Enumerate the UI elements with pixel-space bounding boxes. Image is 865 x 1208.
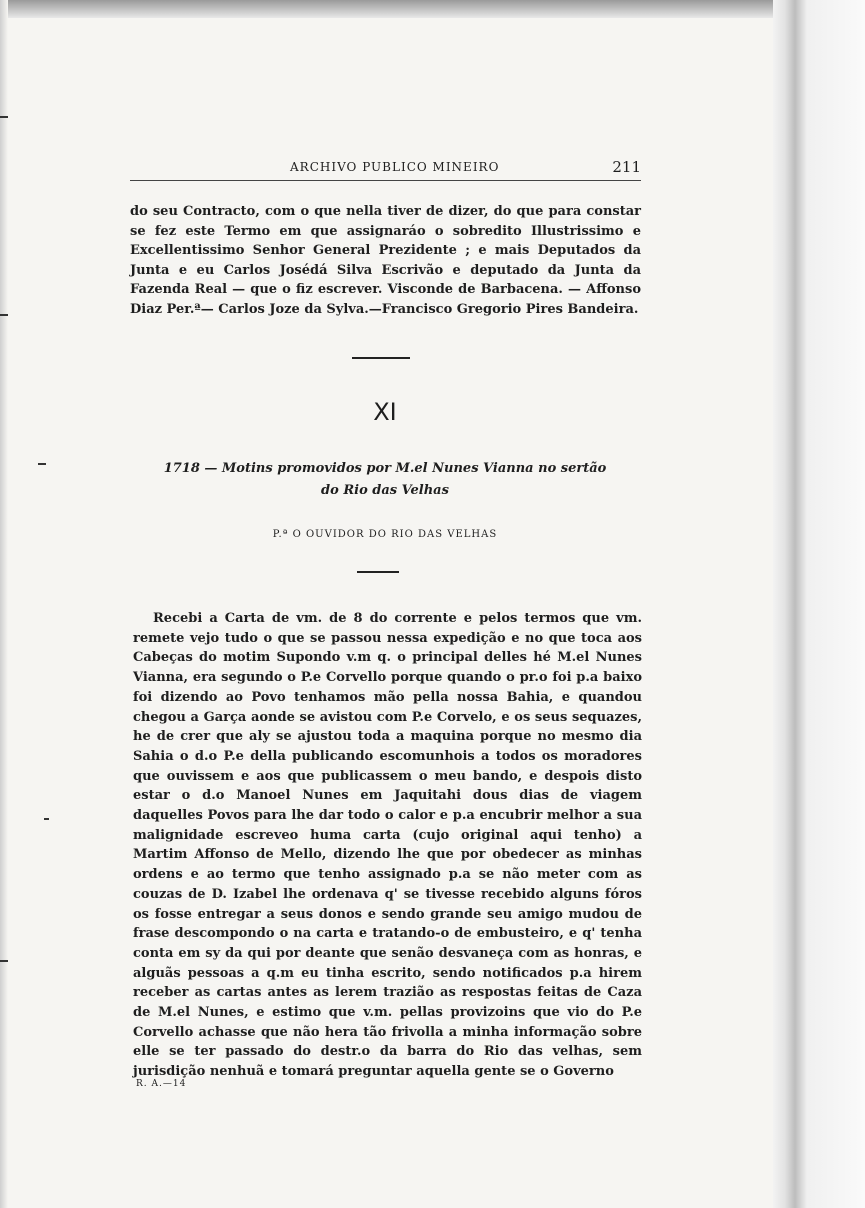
running-header — [130, 158, 641, 181]
section-number: XI — [373, 398, 397, 426]
section-heading-line2: do Rio das Velhas — [321, 483, 449, 498]
scan-top-edge — [0, 0, 865, 18]
continued-paragraph: do seu Contracto, com o que nella tiver de dizer, do que para constar se fez este Termo em que assignaráo o sobredito Illustrissimo e Excellentissimo Senhor General Prezidente ; e mais Deputados da Junta e eu Carlos Josédá Silva Escrivão e deputado da Junta da Fazenda Real — que o fiz escrever. Visconde de Barbacena. — Affonso Diaz Per.ª— Carlos Joze da Sylva.—Francisco Gregorio Pires Bandeira. — [130, 204, 641, 317]
scan-right-edge — [773, 0, 865, 1208]
margin-mark — [38, 463, 46, 465]
section-heading — [128, 458, 642, 502]
header-title: ARCHIVO PUBLICO MINEIRO — [290, 160, 500, 174]
margin-mark — [44, 818, 49, 820]
margin-mark — [0, 116, 8, 118]
margin-mark — [0, 314, 8, 316]
signature-mark: R. A.—14 — [136, 1079, 187, 1089]
section-heading-line1: 1718 — Motins promovidos por M.el Nunes Vianna no sertão — [163, 461, 607, 476]
page-number: 211 — [612, 158, 641, 176]
section-divider — [352, 357, 410, 359]
subheading-divider — [357, 571, 399, 573]
section-subheading: P.ª O OUVIDOR DO RIO DAS VELHAS — [272, 529, 498, 540]
letter-body: Recebi a Carta de vm. de 8 do corrente e pelos termos que vm. remete vejo tudo o que se passou nessa expedição e no que toca aos Cabeças do motim Supondo v.m q. o principal delles hé M.el Nunes Vianna, era segundo o P.e Corvello porque quando o pr.o foi p.a baixo foi dizendo ao Povo tenhamos mão pella nossa Bahia, e quandou chegou a Garça aonde se avistou com P.e Corvelo, e os seus sequazes, he de crer que aly se ajustou toda a maquina porque no mesmo dia Sahia o d.o P.e della publicando escomunhois a todos os moradores que ouvissem e aos que publicassem o meu bando, e despois disto estar o d.o Manoel Nunes em Jaquitahi dous dias de viagem daquelles Povos para lhe dar todo o calor e p.a encubrir melhor a sua malignidade escreveo huma carta (cujo original aqui tenho) a Martim Affonso de Mello, dizendo lhe que por obedecer as minhas ordens e ao termo que tenho assignado p.a se não meter com as couzas de D. Izabel lhe ordenava q' se tivesse recebido alguns fóros os fosse entregar a seus donos e sendo grande seu amigo mudou de frase descompondo o na carta e tratando-o de embusteiro, e q' tenha conta em sy da qui por deante que senão desvaneça com as honras, e alguãs pessoas a q.m eu tinha escrito, sendo notificados p.a hirem receber as cartas antes as lerem trazião as respostas feitas de Caza de M.el Nunes, e estimo que v.m. pellas provizoins que vio do P.e Corvello achasse que não hera tão frivolla a minha informação sobre elle se ter passado do destr.o da barra do Rio das velhas, sem jurisdição nenhuã e tomará preguntar aquella gente se o Governo — [133, 611, 642, 1080]
margin-mark — [0, 960, 8, 962]
scan-left-edge — [0, 0, 8, 1208]
